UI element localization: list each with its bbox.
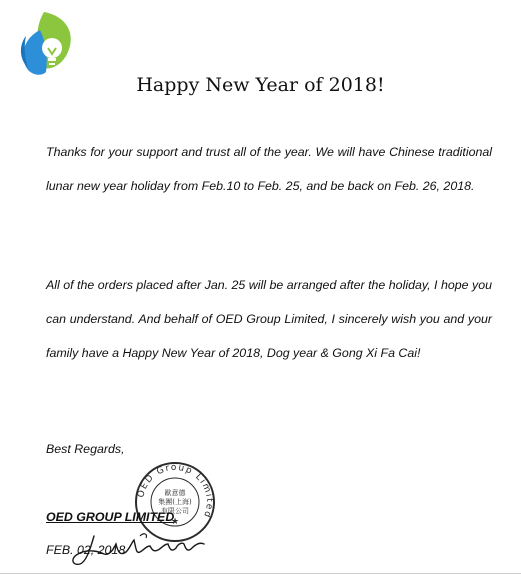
bottom-divider xyxy=(0,573,521,574)
paragraph-orders-greeting: All of the orders placed after Jan. 25 will be arranged after the holiday, I hope you can understand. And behalf of OED Group Limited, I sincerely wish you and your family have a Happy New Year of 2018, Dog year & Gong Xi Fa Cai! xyxy=(46,278,492,360)
company-name: OED GROUP LIMITED xyxy=(46,510,175,524)
handwritten-signature xyxy=(60,522,210,572)
seal-line-1: 歐意德 xyxy=(164,489,186,497)
closing-text: Best Regards, xyxy=(46,442,125,456)
seal-line-3: 有限公司 xyxy=(161,507,189,515)
letter-title: Happy New Year of 2018! xyxy=(136,74,385,96)
paragraph-holiday-notice: Thanks for your support and trust all of the year. We will have Chinese traditional lunar new year holiday from Feb.10 to Feb. 25, and be back on Feb. 26, 2018. xyxy=(46,145,492,193)
svg-text:★: ★ xyxy=(170,517,180,527)
svg-text:OED Group Limited: OED Group Limited xyxy=(136,462,215,520)
seal-line-2: 集團(上海) xyxy=(158,498,192,506)
letter-date: FEB. 02, 2018 xyxy=(46,543,126,557)
leaf-bulb-logo-icon xyxy=(14,8,78,80)
